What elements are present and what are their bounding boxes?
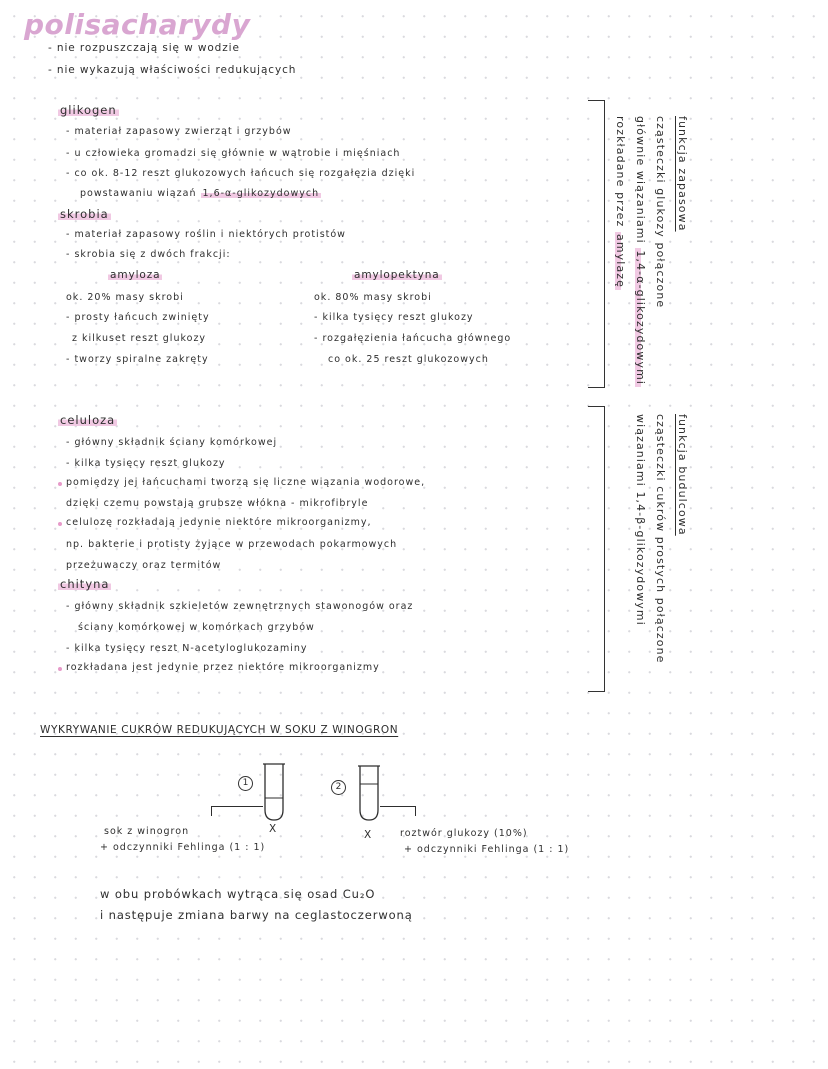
glikogen-item-2: - u człowieka gromadzi się głównie w wątrobie i mięśniach [66,148,401,159]
amylopektyna-heading: amylopektyna [354,269,440,281]
experiment-heading: WYKRYWANIE CUKRÓW REDUKUJĄCYCH W SOKU Z WINOGRON [40,724,399,736]
tube-1-label-2: + odczynniki Fehlinga (1 : 1) [100,842,266,853]
glikogen-item-3: - co ok. 8-12 reszt glukozowych łańcuch się rozgałęzia dzięki [66,168,416,179]
skrobia-heading: skrobia [60,207,109,221]
skrobia-item-1: - materiał zapasowy roślin i niektórych protistów [66,229,346,240]
chityna-item-4: rozkładana jest jedynie przez niektóre mikroorganizmy [66,662,380,673]
skrobia-item-2: - skrobia się z dwóch frakcji: [66,249,231,260]
connector-line [380,806,416,807]
bullet-dot [58,522,62,526]
tube-2-label-1: roztwór glukozy (10%) [400,828,528,839]
amyloza-item-4: - tworzy spiralne zakręty [66,354,209,365]
celuloza-heading: celuloza [60,413,116,427]
intro-line-2: - nie wykazują właściwości redukujących [48,64,297,76]
bullet-dot [58,667,62,671]
amylopektyna-item-2: - kilka tysięcy reszt glukozy [314,312,474,323]
amyloza-heading: amyloza [110,269,161,281]
tube-1-number: 1 [238,776,253,791]
tube-2-label-2: + odczynniki Fehlinga (1 : 1) [404,844,570,855]
intro-line-1: - nie rozpuszczają się w wodzie [48,42,240,54]
tube-1-label-1: sok z winogron [104,826,190,837]
glikogen-item-1: - materiał zapasowy zwierząt i grzybów [66,126,292,137]
tube-2-number: 2 [331,780,346,795]
celuloza-item-4: dzięki czemu powstają grubsze włókna - mikrofibryle [66,498,369,509]
celuloza-item-7: przeżuwaczy oraz termitów [66,560,222,571]
result-line-1: w obu probówkach wytrąca się osad Cu₂O [100,887,376,901]
chityna-heading: chityna [60,577,110,591]
chityna-item-1: - główny składnik szkieletów zewnętrznych stawonogów oraz [66,601,414,612]
connector-line [211,806,263,807]
tube-2-mark: X [364,829,373,841]
amylopektyna-item-3: - rozgałęzienia łańcucha głównego [314,333,512,344]
glikogen-bond: 1,6-α-glikozydowych [202,188,320,199]
bullet-dot [58,482,62,486]
amyloza-item-1: ok. 20% masy skrobi [66,292,184,303]
tube-1-mark: X [269,823,278,835]
amylopektyna-item-1: ok. 80% masy skrobi [314,292,432,303]
celuloza-item-1: - główny składnik ściany komórkowej [66,437,278,448]
glikogen-heading: glikogen [60,103,117,117]
connector-line [415,806,416,816]
connector-line [211,806,212,816]
bracket-structural [588,406,605,692]
amyloza-item-2: - prosty łańcuch zwinięty [66,312,210,323]
celuloza-item-6: np. bakterie i protisty żyjące w przewodach pokarmowych [66,539,398,550]
bracket-storage [588,100,605,388]
glikogen-item-4: powstawaniu wiązań 1,6-α-glikozydowych [80,188,320,199]
test-tube-2-icon [357,762,381,822]
celuloza-item-3: pomiędzy jej łańcuchami tworzą się liczne wiązania wodorowe, [66,477,426,488]
chityna-item-3: - kilka tysięcy reszt N-acetyloglukozaminy [66,643,308,654]
amyloza-item-3: z kilkuset reszt glukozy [72,333,207,344]
chityna-item-2: ściany komórkowej w komórkach grzybów [78,622,315,633]
result-line-2: i następuje zmiana barwy na ceglastoczerwoną [100,908,413,922]
test-tube-1-icon [262,760,286,822]
celuloza-item-5: celulozę rozkładają jedynie niektóre mikroorganizmy, [66,517,372,528]
amylopektyna-item-4: co ok. 25 reszt glukozowych [328,354,489,365]
celuloza-item-2: - kilka tysięcy reszt glukozy [66,458,226,469]
page-title: polisacharydy [24,8,251,41]
